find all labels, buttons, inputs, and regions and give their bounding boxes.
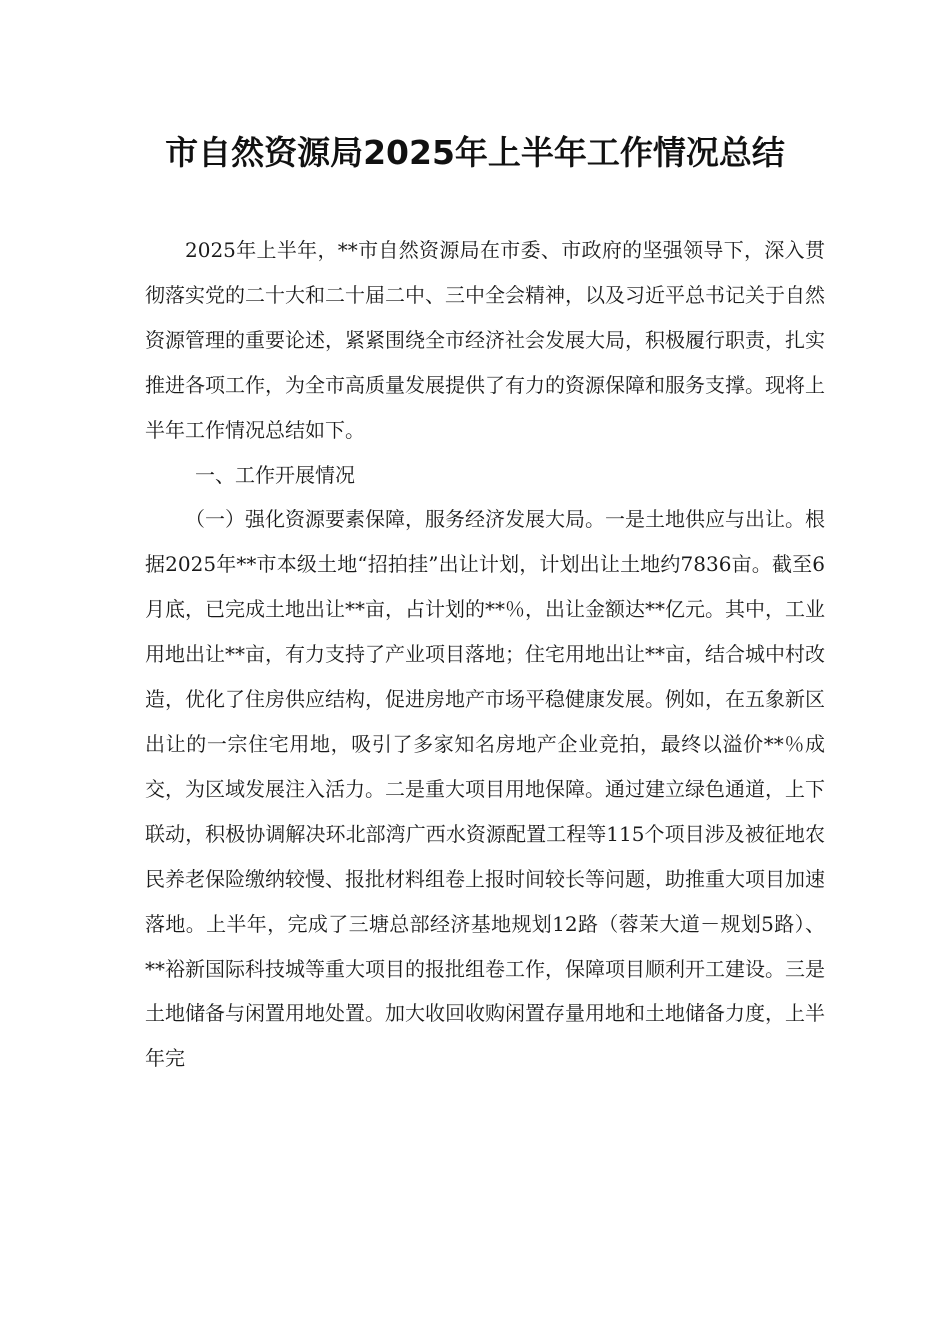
section-paragraph: （一）强化资源要素保障，服务经济发展大局。一是土地供应与出让。根据2025年**市本级土地“招拍挂”出让计划，计划出让土地约7836亩。截至6月底，已完成土地出让**亩，占计划的**％，出让金额达**亿元。其中，工业用地出让**亩，有力支持了产业项目落地；住宅用地出让**亩，结合城中村改造，优化了住房供应结构，促进房地产市场平稳健康发展。例如，在五象新区出让的一宗住宅用地，吸引了多家知名房地产企业竞拍，最终以溢价**％成交，为区域发展注入活力。二是重大项目用地保障。通过建立绿色通道，上下联动，积极协调解决环北部湾广西水资源配置工程等115个项目涉及被征地农民养老保险缴纳较慢、报批材料组卷上报时间较长等问题，助推重大项目加速落地。上半年，完成了三塘总部经济基地规划12路（蓉茉大道－规划5路）、**裕新国际科技城等重大项目的报批组卷工作，保障项目顺利开工建设。三是土地储备与闲置用地处置。加大收回收购闲置存量用地和土地储备力度，上半年完 <box>145 507 825 1071</box>
document-body <box>145 228 825 1081</box>
intro-paragraph: 2025年上半年，**市自然资源局在市委、市政府的坚强领导下，深入贯彻落实党的二十大和二十届二中、三中全会精神，以及习近平总书记关于自然资源管理的重要论述，紧紧围绕全市经济社会发展大局，积极履行职责，扎实推进各项工作，为全市高质量发展提供了有力的资源保障和服务支撑。现将上半年工作情况总结如下。 <box>145 238 825 442</box>
section-heading: 一、工作开展情况 <box>195 462 355 487</box>
document-title: 市自然资源局2025年上半年工作情况总结 <box>165 133 785 172</box>
